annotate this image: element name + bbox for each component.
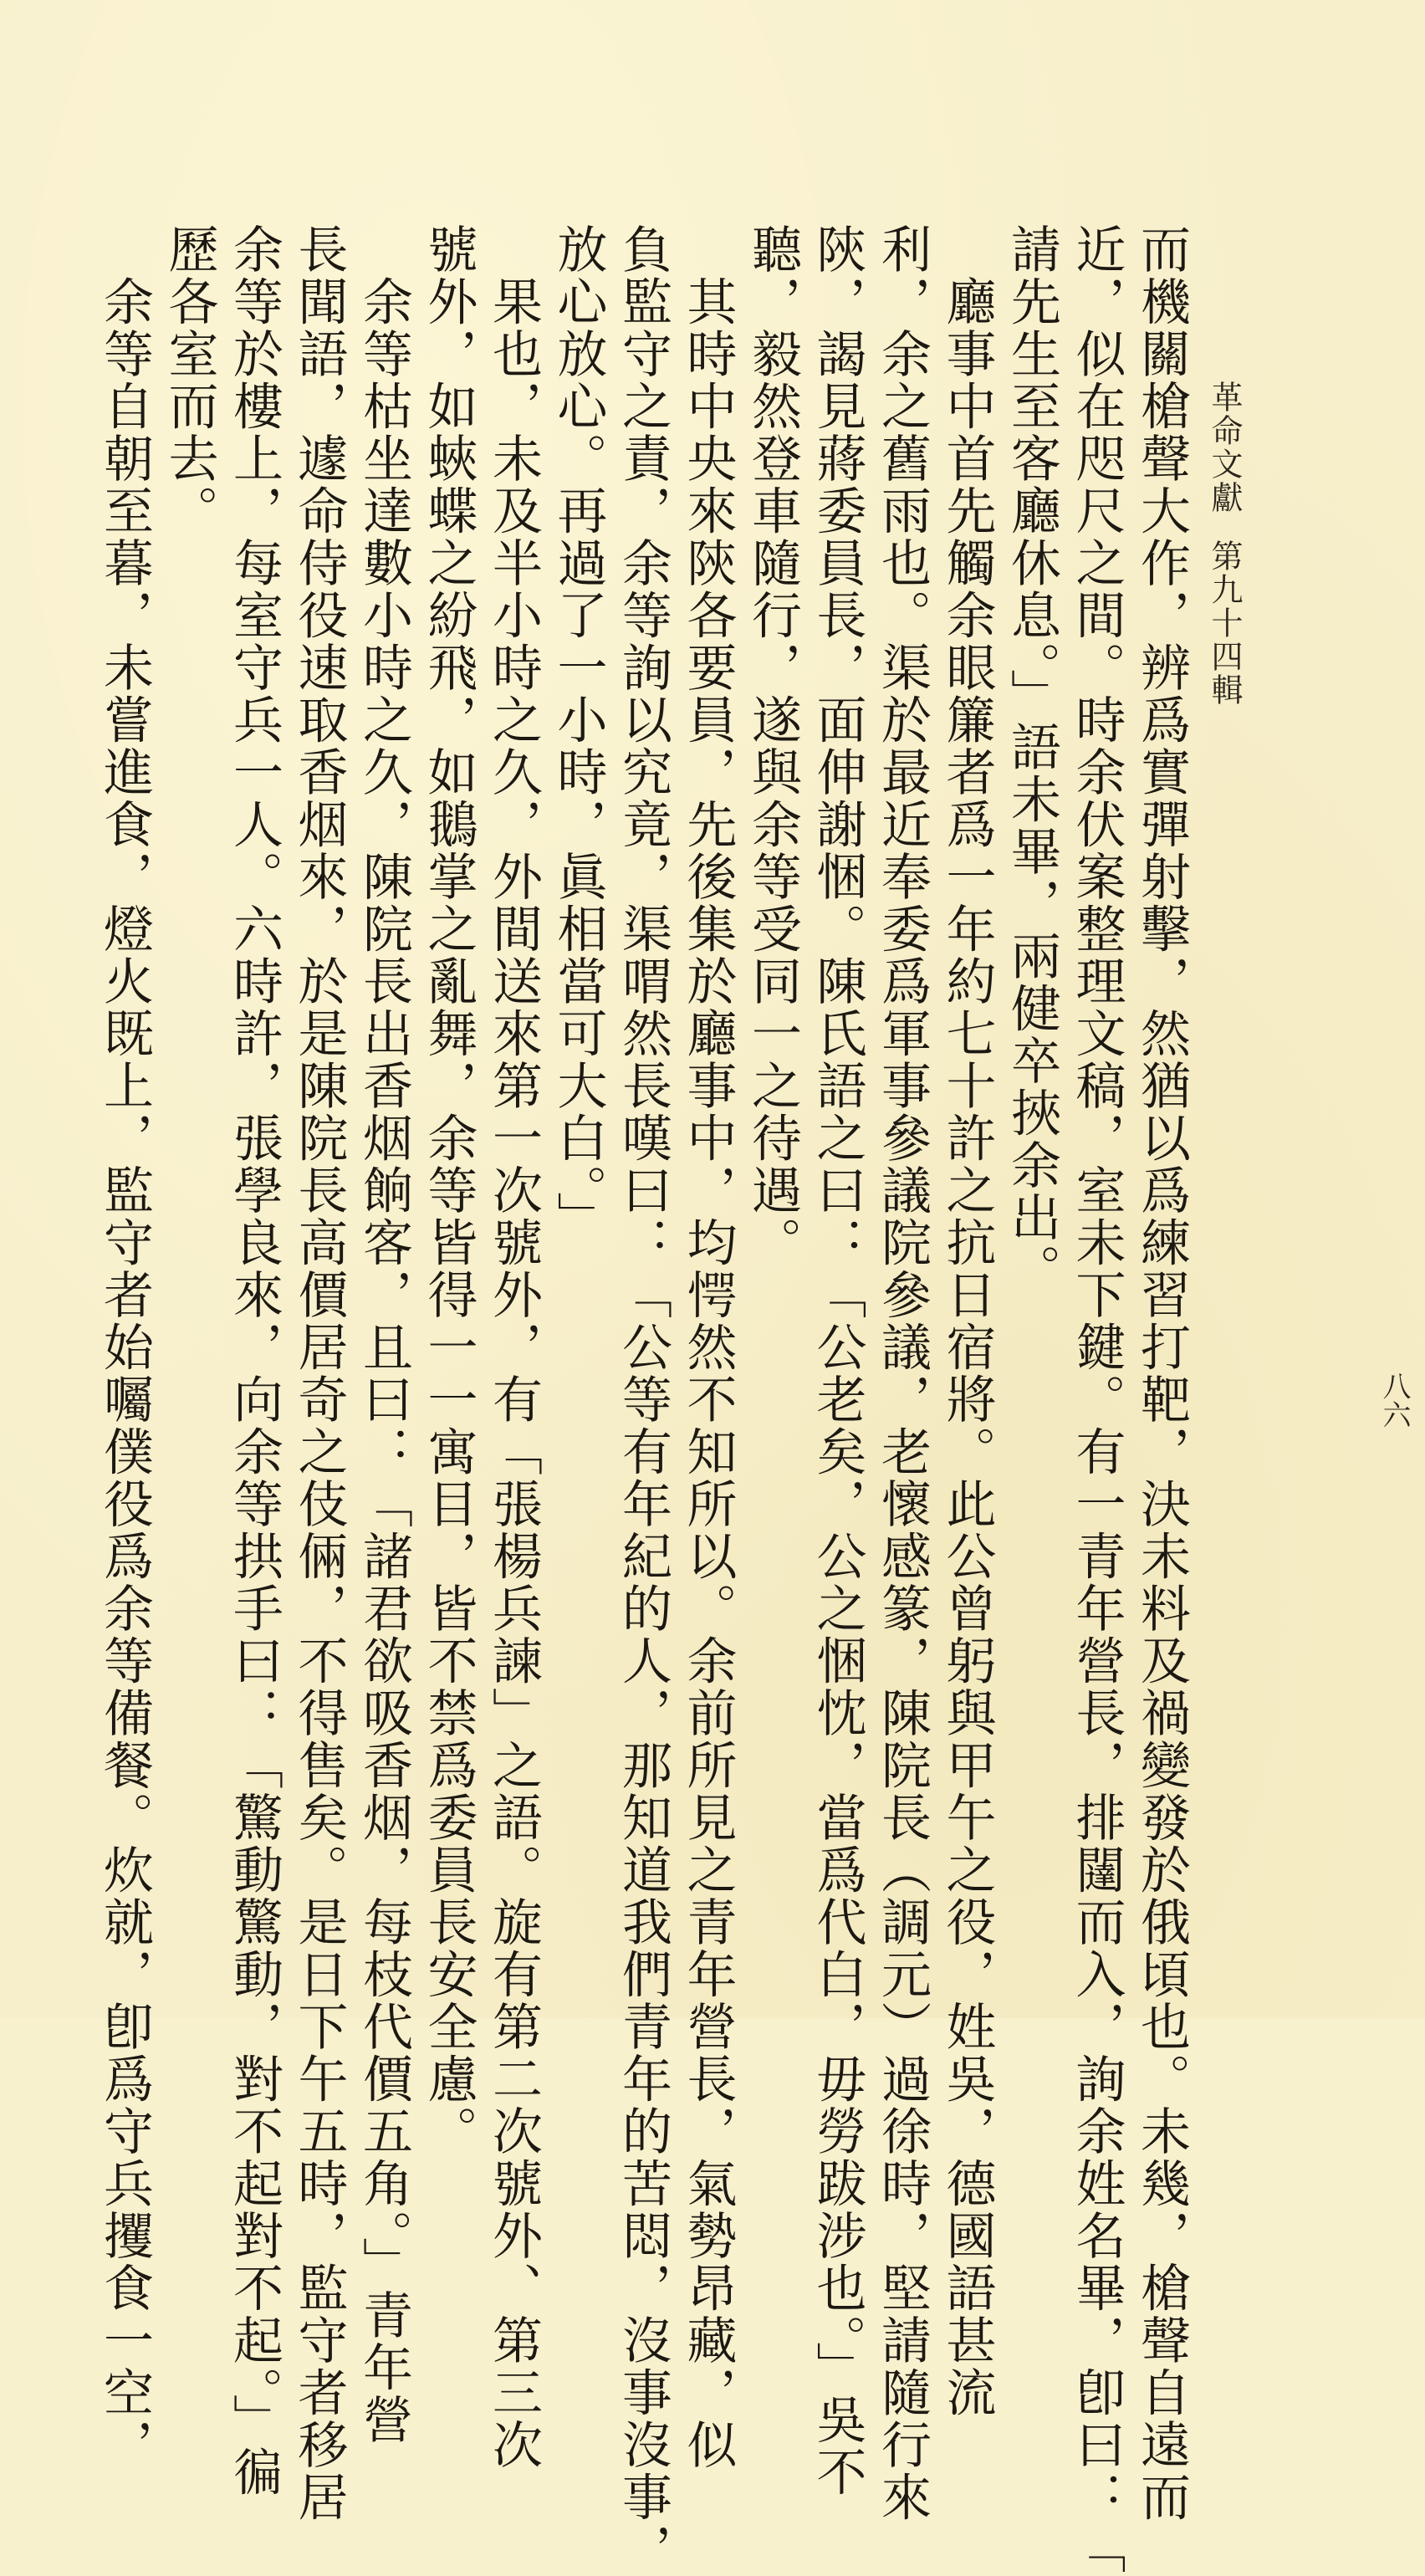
text-column: 聽，毅然登車隨行，遂與余等受同一之待遇。	[743, 223, 802, 1269]
text-column: 廳事中首先觸余眼簾者爲一年約七十許之抗日宿將。此公曾躬與甲午之役，姓吳，德國語甚流	[937, 223, 997, 2419]
text-column: 陝，謁見蔣委員長，面伸謝悃。陳氏語之曰：「公老矣，公之悃忱，當爲代白，毋勞跋涉也。」吳不	[808, 223, 867, 2498]
text-column: 號外，如蛺蝶之紛飛，如鵝掌之亂舞，余等皆得一一寓目，皆不禁爲委員長安全慮。	[419, 223, 478, 2158]
text-column: 果也，未及半小時之久，外間送來第一次號外，有「張楊兵諫」之語。旋有第二次號外、第三次	[484, 223, 543, 2471]
text-column: 余等自朝至暮，未嘗進食，燈火既上，監守者始囑僕役爲余等備餐。炊就，卽爲守兵攫食一空，	[95, 223, 154, 2471]
text-column: 余等於樓上，每室守兵一人。六時許，張學良來，向余等拱手曰：「驚動驚動，對不起對不起。」徧	[225, 223, 283, 2498]
publication-title: 革命文獻	[1206, 381, 1243, 514]
page-number: 八六	[1377, 1372, 1411, 1429]
volume-number: 第九十四輯	[1206, 539, 1243, 707]
text-column: 負監守之責，余等詢以究竟，渠喟然長嘆曰：「公等有年紀的人，那知道我們青年的苦悶，沒事沒事，	[614, 223, 672, 2576]
text-column: 請先生至客廳休息。」語未畢，兩健卒挾余出。	[1003, 223, 1061, 1296]
text-column: 而機關槍聲大作，辨爲實彈射擊，然猶以爲練習打靶，決未料及禍變發於俄頃也。未幾，槍聲自遠而	[1132, 223, 1191, 2523]
text-column: 余等枯坐達數小時之久，陳院長出香烟餉客，且曰：「諸君欲吸香烟，每枝代價五角。」青年營	[355, 223, 413, 2446]
text-column: 歷各室而去。	[160, 223, 219, 537]
text-column: 利，余之舊雨也。渠於最近奉委爲軍事參議院參議，老懷感篆，陳院長（調元）過徐時，堅請隨行來	[873, 223, 932, 2523]
text-column: 長聞語，遽命侍役速取香烟來，於是陳院長高價居奇之伎倆，不得售矣。是日下午五時，監守者移居	[289, 223, 349, 2523]
body-text	[85, 223, 1191, 2576]
text-column: 近，似在咫尺之間。時余伏案整理文稿，室未下鍵。有一青年營長，排闥而入，詢余姓名畢，卽曰：「	[1067, 223, 1126, 2576]
text-column: 其時中央來陝各要員，先後集於廳事中，均愕然不知所以。余前所見之青年營長，氣勢昂藏，似	[678, 223, 738, 2471]
text-column: 放心放心。再過了一小時，眞相當可大白。」	[549, 223, 608, 1244]
running-header	[1206, 381, 1243, 707]
